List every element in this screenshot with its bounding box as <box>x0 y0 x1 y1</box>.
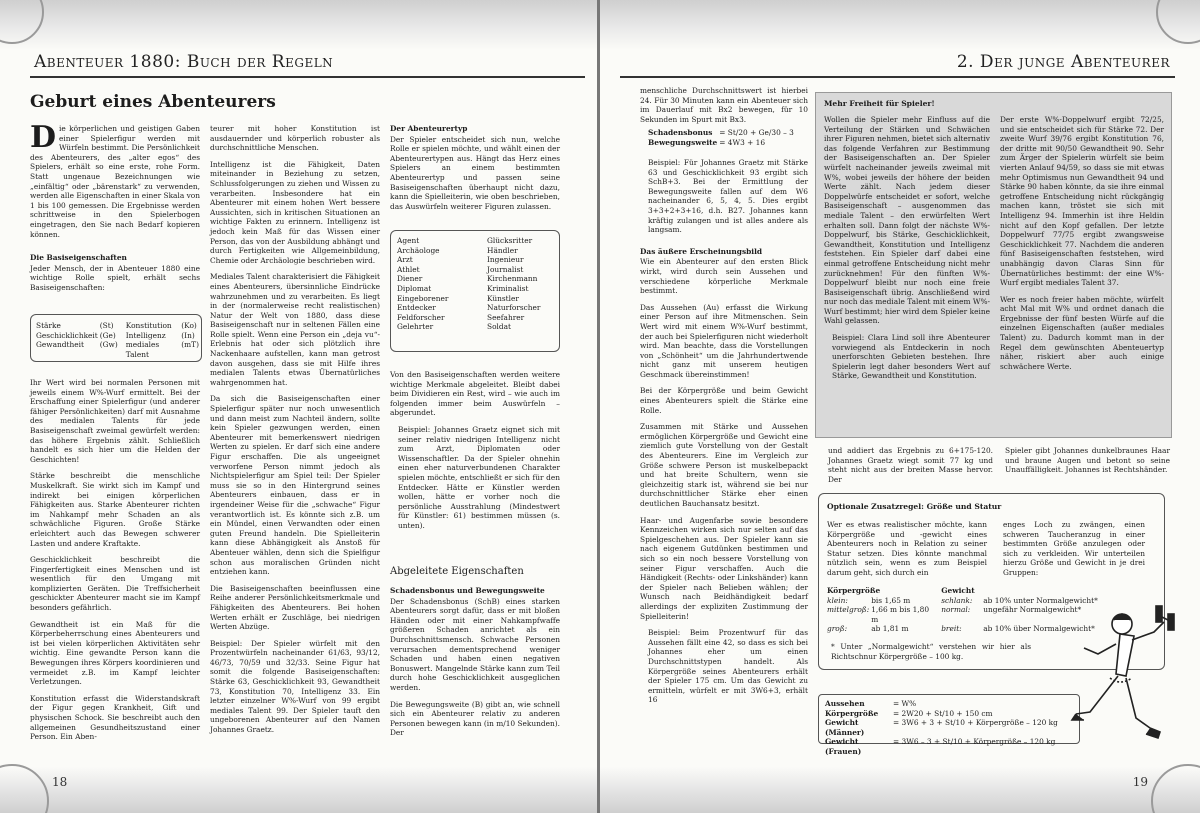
paragraph: Stärke beschreibt die menschliche Muskelkraft. Sie wirkt sich im Kampf und indirekt bei einigen körperlichen Fähigkeiten aus. Starke Abenteurer richten im Nahkampf mehr Schaden an als schwächliche Figuren. Große Stärke erleichtert auch das Bewegen schwerer Lasten und andere Kraftakte. <box>30 471 200 548</box>
column-2 <box>210 124 380 742</box>
example-paragraph: Beispiel: Johannes Graetz eignet sich mit seiner relativ niedrigen Intelligenz nicht zum Arzt, Diplomaten oder Wissenschaftler. Da der Spieler ohnehin einen eher naturverbundenen Charakter spielen möchte, entschließt er sich für den Entdecker. Hätte er Künstler werden wollen, hätte er vorher noch die persönliche Ausstrahlung (Mindestwert für Künstler: 61) bestimmen müssen (s. unten). <box>398 424 560 530</box>
paragraph: teurer mit hoher Konstitution ist ausdauernder und körperlich robuster als durchschnittliche Menschen. <box>210 124 380 153</box>
type-item: Glücksritter <box>487 236 533 245</box>
attr-name: Geschicklichkeit <box>36 330 98 340</box>
sidebar-column-2 <box>1000 115 1164 378</box>
size-table <box>827 586 1100 634</box>
paragraph: Wer es etwas realistischer möchte, kann Körpergröße und -gewicht eines Abenteurers noch in Relation zu seiner Statur setzen. Dies könnte manchmal nützlich sein, wenn es zum Beispiel darum geht, sich durch ein <box>827 520 987 577</box>
table-row <box>397 236 542 246</box>
table-row <box>397 322 542 332</box>
paragraph: Der Spieler entscheidet sich nun, welche Rolle er spielen möchte, und wählt einen der Abenteurertypen aus. Hängt das Herz eines Spielers an einem bestimmten Abenteurertyp und passen seine Basiseigenschaften überhaupt nicht dazu, kann die Spielleiterin, wie oben beschrieben, das Auswürfeln weiterer Figuren zulassen. <box>390 134 560 211</box>
table-row <box>36 340 201 359</box>
type-item: Ingenieur <box>487 255 524 265</box>
attr-name: Stärke <box>36 321 61 330</box>
column-2 <box>828 446 993 491</box>
table-row <box>827 586 1100 596</box>
table-row <box>825 699 1060 709</box>
summary-formula-box <box>818 694 1080 756</box>
subheading: Schadensbonus und Bewegungsweite <box>390 586 545 595</box>
paragraph: enges Loch zu zwängen, einen schweren Taucheranzug in einer bestimmten Größe anzulegen oder sich zu verkleiden. Wir unterteilen hierzu Größe und Gewicht in je drei Gruppen: <box>1003 520 1145 577</box>
type-item: Diener <box>397 274 423 284</box>
type-item: Diplomat <box>397 283 432 293</box>
example-paragraph: Beispiel: Clara Lind soll ihre Abenteurer vorwiegend als Entdeckerin in noch unerforschten Gebieten bestehen. Ihre Spielerin legt daher besonders Wert auf Stärke, Gewandtheit und Konstitution. <box>832 333 990 381</box>
paragraph: Die Bewegungsweite (B) gibt an, wie schnell sich ein Abenteurer relativ zu anderen Personen bewegen kann (in m/10 Sekunden). Der <box>390 699 560 738</box>
type-item: Agent <box>397 236 420 245</box>
cell: schlank: <box>941 595 973 605</box>
drop-cap: D <box>30 120 57 155</box>
paragraph: Gewandtheit ist ein Maß für die Körperbeherrschung eines Abenteurers und ist bei vielen körperlichen Aktivitäten sehr wichtig. Eine gewandte Person kann die Bewegungen ihres Körpers koordinieren und vermeidet z.B. im Kampf leichter Verletzungen. <box>30 619 200 687</box>
formula-value: = St/20 + Ge/30 – 3 <box>719 128 794 137</box>
adventurer-types-box <box>390 230 560 352</box>
box-column-2 <box>1003 520 1145 585</box>
paragraph: und addiert das Ergebnis zu 6+175-120. Johannes Graetz wiegt somit 77 kg und steht nicht aus der breiten Masse hervor. Der <box>828 446 993 484</box>
attributes-box <box>30 314 202 362</box>
paragraph: Das Aussehen (Au) erfasst die Wirkung einer Person auf ihre Mitmenschen. Sein Wert wird mit einem W%-Wurf bestimmt, der auch bei Spielerfiguren nicht wiederholt wird. Man beachte, dass die Vorstellungen von „Schönheit“ um die Jahrhundertwende nicht ganz mit unserem heutigen Geschmack übereinstimmen! <box>640 302 808 379</box>
type-item: Feldforscher <box>397 312 445 322</box>
column-3c <box>390 586 560 745</box>
cell: normal: <box>941 605 971 615</box>
type-item: Journalist <box>487 264 524 274</box>
column-1 <box>30 120 200 300</box>
paragraph: Bei der Körpergröße und beim Gewicht eines Abenteurers spielt die Stärke eine Rolle. <box>640 386 808 415</box>
paragraph: Mediales Talent charakterisiert die Fähigkeit eines Abenteurers, übersinnliche Eindrücke wahrzunehmen und zu verarbeiten. Es liegt in der (normalerweise recht realistischen) Natur der Welt von 1880, dass diese Basiseigenschaft nur in seltenen Fällen eine Rolle spielt. Wenn eine Person ein „deja vu“-Erlebnis hat oder sich plötzlich ihre Nackenhaare aufstellen, kann man getrost davon ausgehen, dass sie mit Hilfe ihres medialen Talents etwas Übernatürliches wahrgenommen hat. <box>210 272 380 387</box>
column-3 <box>390 124 560 218</box>
type-item: Seefahrer <box>487 312 525 322</box>
subheading: Die Basiseigenschaften <box>30 253 127 263</box>
page-left <box>0 0 597 813</box>
type-item: Gelehrter <box>397 322 434 332</box>
type-item: Händler <box>487 245 518 255</box>
ornamental-border-bottom <box>0 767 597 813</box>
summary-value: = 2W20 + St/10 + 150 cm <box>893 708 993 718</box>
paragraph: Jeder Mensch, der in Abenteuer 1880 eine wichtige Rolle spielt, erhält sechs Basiseigenschaften: <box>30 263 200 292</box>
cell: klein: <box>827 595 848 605</box>
intro-text: ie körperlichen und geistigen Gaben einer Spielerfigur werden mit Würfeln bestimmt. Die Persönlichkeit des Abenteurers, des „alter egos“ des Spielers, erhält so eine erste, rohe Form. Statt ungenaue Bezeichnungen wie „einfältig“ oder „bärenstark“ zu verwenden, werden alle Eigenschaften in einer Skala von 1 bis 100 gemessen. Die Ergebnisse werden schrittweise in den Spielerbogen eingetragen, den Sie nach Bedarf kopieren können. <box>30 124 200 239</box>
column-3b <box>390 370 560 538</box>
table-row <box>397 313 542 323</box>
table-row <box>827 596 1100 606</box>
table-row <box>397 255 542 265</box>
cell: mittelgroß: <box>827 605 870 615</box>
ornamental-border-bottom <box>600 767 1200 813</box>
paragraph: Geschicklichkeit beschreibt die Fingerfertigkeit eines Menschen und ist wesentlich für den Umgang mit komplizierten Geräten. Die Treffsicherheit geschickter Abenteurer macht sie im Kampf besonders gefährlich. <box>30 555 200 613</box>
cell: breit: <box>941 624 962 634</box>
formula-label: Schadensbonus <box>648 128 713 137</box>
attr-abbr: (Ko) <box>181 321 197 330</box>
paragraph: menschliche Durchschnittswert ist hierbei 24. Für 30 Minuten kann ein Abenteuer sich im Dauerlauf mit Bx2 bewegen, für 10 Sekunden im Spurt mit Bx3. <box>640 86 808 124</box>
column-header: Gewicht <box>941 586 975 595</box>
type-item: Naturforscher <box>487 303 541 313</box>
column-header: Körpergröße <box>827 586 881 595</box>
table-row <box>825 718 1060 737</box>
running-header: 2. Der junge Abenteurer <box>956 52 1170 72</box>
type-item: Athlet <box>397 264 420 274</box>
attr-name: Gewandtheit <box>36 340 84 350</box>
header-rule <box>620 76 1175 78</box>
cell: ab 1,81 m <box>871 624 909 634</box>
example-paragraph: Beispiel: Der Spieler würfelt mit den Prozentwürfeln nacheinander 61/63, 93/12, 46/73, 70/59 und 32/33. Seine Figur hat somit die folgende Basiseigenschaften: Stärke 63, Geschicklichkeit 93, Gewandtheit 73, Konstitution 70, Intelligenz 33. Ein letzter einzelner W%-Wurf von 99 ergibt mediales Talent 99. Der Spieler tauft den ungeborenen Abenteurer auf den Namen Johannes Graetz. <box>210 638 380 735</box>
paragraph: Da sich die Basiseigenschaften einer Spielerfigur später nur noch unwesentlich und dann meist zum Nachteil ändern, sollte kein Spieler gezwungen werden, einen Abenteurer mit bemerkenswert niedrigen Werten zu spielen. Er darf sich eine andere Figur erschaffen. Die als ungeeignet verworfene Person nimmt jedoch als Nichtspielerfigur am Spiel teil: Der Spieler muss sie so in den Hintergrund seines Abenteurers einbauen, dass er in irgendeiner Weise für die „schwache“ Figur verantwortlich ist. Es könnte sich z.B. um ein Mündel, einen Verwandten oder einen guten Freund handeln. Die Spielleiterin kann diese Abhängigkeit als Anstoß für Abenteuer wählen, denn sich die Spielfigur schon aus moralischen Gründen nicht entziehen kann. <box>210 394 380 577</box>
table-row <box>827 624 1100 634</box>
footnote-text: * Unter „Normalgewicht“ verstehen wir hier als Richtschnur Körpergröße – 100 kg. <box>831 642 1031 661</box>
sidebar-title: Mehr Freiheit für Spieler! <box>824 99 935 108</box>
table-row <box>397 294 542 304</box>
man-with-dumbbell-illustration <box>1070 598 1195 768</box>
table-row <box>397 265 542 275</box>
box-column-1 <box>827 520 987 585</box>
column-1b <box>640 158 808 712</box>
type-item: Arzt <box>397 255 413 265</box>
example-paragraph: Beispiel: Für Johannes Graetz mit Stärke 63 und Geschicklichkeit 93 ergibt sich SchB+3. Bei der Ermittlung der Bewegungsweite fallen auf dem W6 nacheinander 6, 5, 4, 5. Dies ergibt 3+3+2+3+16, d.h. B27. Johannes kann kräftig zulangen und ist alles andere als langsam. <box>648 158 808 235</box>
paragraph: Intelligenz ist die Fähigkeit, Daten miteinander in Beziehung zu setzen, Schlussfolgerungen zu ziehen und Wissen zu verarbeiten. Insbesondere hat ein Abenteurer mit einem hohen Wert bessere Aussichten, sich in kritischen Situationen an wichtige Fakten zu erinnern. Intelligenz ist jedoch kein Maß für das Wissen einer Person, das von der Ausbildung abhängt und durch Fertigkeiten wie Allgemeinbildung, Chemie oder Archäologie beschrieben wird. <box>210 159 380 265</box>
paragraph: Wollen die Spieler mehr Einfluss auf die Verteilung der Stärken und Schwächen ihrer Figuren nehmen, bietet sich alternativ das folgende Verfahren zur Bestimmung der Basiseigenschaften an. Der Spieler würfelt nacheinander jeweils zweimal mit W%, wobei jeweils der höhere der beiden Werte zählt. Nach jedem dieser Doppelwürfe entscheidet er sofort, welche Basiseigenschaft – ausgenommen das mediale Talent – den erwürfelten Wert erhalten soll. Dann folgt der nächste W%-Doppelwurf, bis Stärke, Geschicklichkeit, Gewandtheit, Konstitution und Intelligenz feststehen. Ein Spieler darf dabei eine einmal getroffene Entscheidung nicht mehr zurücknehmen! Für den fünften W%-Doppelwurf bleibt nur noch eine freie Basiseigenschaft übrig. Anschließend wird nur noch das mediale Talent mit einem W%-Wurf bestimmt; hier wird dem Spieler keine Wahl gelassen. <box>824 115 990 326</box>
attributes-table <box>36 321 201 359</box>
example-paragraph: Beispiel: Beim Prozentwurf für das Aussehen fällt eine 42, so dass es sich bei Johannes eher um einen Durchschnittstypen handelt. Als Körpergröße seines Abenteurers erhält der Spieler 175 cm. Um das Gewicht zu ermitteln, würfelt er mit 3W6+3, erhält 16 <box>648 628 808 705</box>
summary-label: Aussehen <box>825 699 865 708</box>
summary-table <box>825 699 1060 757</box>
paragraph: Spieler gibt Johannes dunkelbraunes Haar und braune Augen und betont so seine Unauffälligkeit. Johannes ist Rechtshänder. <box>1005 446 1170 475</box>
type-item: Künstler <box>487 293 519 303</box>
cell: ab 10% über Normalgewicht* <box>983 624 1095 634</box>
table-row <box>825 709 1060 719</box>
type-item: Eingeborener <box>397 293 449 303</box>
paragraph: Zusammen mit Stärke und Aussehen ermöglichen Körpergröße und Gewicht eine ziemlich gute Vorstellung von der Gestalt des Abenteurers. Eine im Vergleich zur Größe schwere Person ist muskelbepackt und hat breite Schultern, wenn sie gleichzeitig stark ist, während sie bei nur durchschnittlicher Stärke eher einen deutlichen Bauchansatz besitzt. <box>640 422 808 508</box>
table-row <box>648 138 796 148</box>
paragraph: Der erste W%-Doppelwurf ergibt 72/25, und sie entscheidet sich für Stärke 72. Der zweite Wurf 39/76 ergibt Konstitution 76, der dritte mit 90/50 Gewandtheit 90. Sehr zum Ärger der Spielerin würfelt sie beim vierten Anlauf 94/59, so dass sie mit etwas mehr Optimismus nun Gewandtheit 94 und Stärke 90 haben könnte, da sie ihre einmal getroffene Entscheidung nicht rückgängig machen kann, tröstet sie sich mit Intelligenz 94. Immerhin ist ihre Heldin nicht auf den Kopf gefallen. Der letzte Doppelwurf 77/75 ergibt zwangsweise Geschicklichkeit 77. Nachdem die anderen fünf Basiseigenschaften feststehen, wird unabhängig davon Claras Sinn für Übernatürliches bestimmt: der eine W%-Wurf ergibt mediales Talent 37. <box>1000 115 1164 288</box>
formula-label: Bewegungsweite <box>648 137 718 147</box>
paragraph: Der Schadensbonus (SchB) eines starken Abenteurers sorgt dafür, dass er mit bloßen Händen oder mit einer Nahkampfwaffe größeren Schaden anrichtet als ein Durchschnittsmensch. Schwache Personen verursachen dementsprechend weniger Schaden und haben einen negativen Bonuswert. Mangelnde Stärke kann zum Teil durch hohe Geschicklichkeit ausgeglichen werden. <box>390 596 560 692</box>
table-row <box>825 737 1060 756</box>
sidebar-more-freedom <box>815 92 1172 438</box>
formula-value: = 4W3 + 16 <box>719 137 766 147</box>
attr-abbr: (St) <box>99 321 114 330</box>
paragraph: Von den Basiseigenschaften werden weitere wichtige Merkmale abgeleitet. Bleibt dabei beim Dividieren ein Rest, wird – wie auch im folgenden immer beim Auswürfeln – abgerundet. <box>390 370 560 418</box>
column-3 <box>1005 446 1170 482</box>
types-table <box>397 236 542 332</box>
summary-value: = W% <box>893 699 917 708</box>
attr-abbr: (mT) <box>181 340 199 350</box>
attr-name: Intelligenz <box>125 330 166 340</box>
summary-label: Gewicht (Frauen) <box>825 737 862 756</box>
paragraph: Wie ein Abenteurer auf den ersten Blick wirkt, wird durch sein Aussehen und verschiedene körperliche Merkmale bestimmt. <box>640 257 808 296</box>
table-row <box>397 284 542 294</box>
table-row <box>36 331 201 341</box>
paragraph: Ihr Wert wird bei normalen Personen mit jeweils einem W%-Wurf ermittelt. Bei der Erschaffung einer Spielerfigur (und anderer fähiger Persönlichkeiten) darf mit Ausnahme des medialen Talents für jede Basiseigenschaft zweimal gewürfelt werden: das höhere Ergebnis zählt. Schließlich handelt es sich hier um die Helden der Geschichten! <box>30 378 200 464</box>
column-1b <box>30 378 200 749</box>
formula-table <box>648 128 796 147</box>
summary-label: Gewicht (Männer) <box>825 718 865 737</box>
ornamental-border-top <box>0 0 597 50</box>
paragraph: Wer es noch freier haben möchte, würfelt acht Mal mit W% und ordnet danach die Ergebnisse der fünf besten Würfe auf die einzelnen Eigenschaften (außer mediales Talent) zu. Dadurch kommt man in der Regel dem gewünschten Abenteuertyp näher, riskiert aber auch einige schwächere Werte. <box>1000 294 1164 371</box>
cell: ungefähr Normalgewicht* <box>983 605 1082 615</box>
type-item: Soldat <box>487 322 511 332</box>
cell: 1,66 m bis 1,80 m <box>871 605 930 624</box>
attr-name: Konstitution <box>125 321 172 330</box>
attr-abbr: (Ge) <box>99 330 116 340</box>
footnote <box>831 642 1031 668</box>
table-row <box>397 246 542 256</box>
table-row <box>397 274 542 284</box>
type-item: Kirchenmann <box>487 274 538 284</box>
subsection-title: Abgeleitete Eigenschaften <box>390 566 524 577</box>
type-item: Archäologe <box>397 245 440 255</box>
type-item: Kriminalist <box>487 283 529 293</box>
table-row <box>648 128 796 138</box>
table-row <box>36 321 201 331</box>
cell: groß: <box>827 624 848 634</box>
column-1 <box>640 86 808 131</box>
subheading: Das äußere Erscheinungsbild <box>640 246 763 256</box>
summary-value: = 3W6 + 3 + St/10 + Körpergröße – 120 kg <box>893 718 1058 728</box>
paragraph: Die Basiseigenschaften beeinflussen eine Reihe anderer Persönlichkeitsmerkmale und Fähigkeiten des Abenteurers. Bei hohen Werten erhält er Zuschläge, bei niedrigen Werten Abzüge. <box>210 583 380 632</box>
summary-label: Körpergröße <box>825 708 879 718</box>
summary-value: = 3W6 – 3 + St/10 + Körpergröße – 120 kg <box>893 737 1056 747</box>
table-row <box>827 605 1100 624</box>
table-row <box>397 303 542 313</box>
running-header: Abenteuer 1880: Buch der Regeln <box>34 52 334 72</box>
attr-name: mediales Talent <box>125 340 160 359</box>
cell: ab 10% unter Normalgewicht* <box>983 595 1098 605</box>
subheading: Der Abenteurertyp <box>390 124 468 133</box>
attr-abbr: (In) <box>181 330 195 340</box>
attr-abbr: (Gw) <box>99 340 118 350</box>
paragraph: Haar- und Augenfarbe sowie besondere Kennzeichen wirken sich nur selten auf das Spielgeschehen aus. Der Spieler kann sie nach eigenem Gutdünken bestimmen und sich so ein noch bessere Vorstellung von seiner Figur verschaffen. Auch die Händigkeit (Rechts- oder Linkshänder) kann der Spieler nach Belieben wählen; der Wunsch nach Beidhändigkeit bedarf allerdings der expliziten Zustimmung der Spielleiterin! <box>640 515 808 621</box>
page-right <box>600 0 1200 813</box>
box-title: Optionale Zusatzregel: Größe und Statur <box>827 502 1002 511</box>
header-rule <box>30 76 585 78</box>
paragraph: Konstitution erfasst die Widerstandskraft der Figur gegen Krankheit, Gift und physischen Schock. Sie beschreibt auch den allgemeinen Gesundheitszustand einer Person. Ein Aben- <box>30 693 200 742</box>
section-title: Geburt eines Abenteurers <box>30 92 276 112</box>
type-item: Entdecker <box>397 303 436 313</box>
sidebar-column-1 <box>824 115 990 388</box>
ornamental-border-top <box>600 0 1200 50</box>
cell: bis 1,65 m <box>871 595 911 605</box>
page-number: 19 <box>1132 775 1148 789</box>
page-number: 18 <box>52 775 68 789</box>
